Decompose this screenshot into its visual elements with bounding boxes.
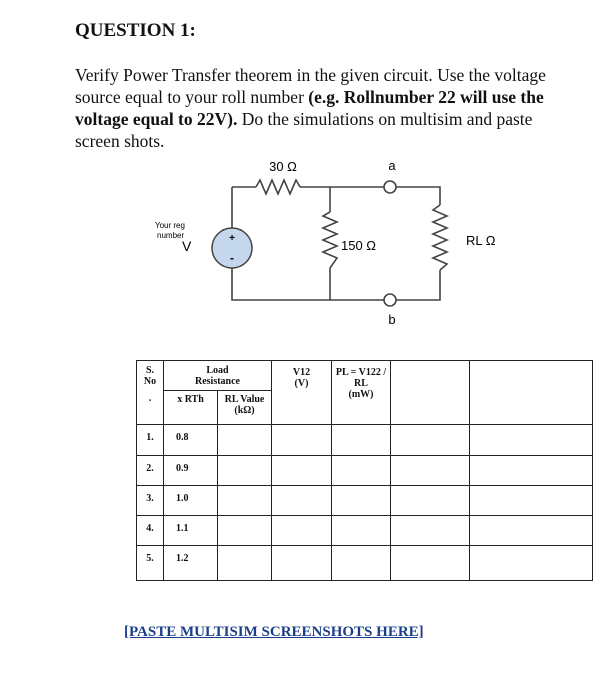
row-sno: 4. [146, 523, 154, 534]
v12-line1: V12 [292, 367, 311, 378]
source-caption-2: number [157, 231, 185, 240]
question-example: (e.g. Rollnumber 22 will use the voltage equal to 22V). [75, 87, 544, 129]
xrth-text: x RTh [177, 394, 204, 405]
sno-line3: . [148, 393, 152, 404]
source-caption-1: Your reg [155, 221, 185, 230]
rl-label: RL Ω [466, 233, 496, 248]
r1-label: 30 Ω [269, 159, 297, 174]
resistor-30 [256, 180, 300, 194]
load-line2: Resistance [195, 376, 240, 387]
resistor-150 [323, 212, 337, 268]
wire-bottom-right [396, 270, 440, 300]
table-row [137, 546, 593, 581]
row-sno: 2. [146, 463, 154, 474]
r2-label: 150 Ω [341, 238, 377, 253]
rl-line2: (kΩ) [234, 405, 255, 416]
row-sno: 1. [146, 432, 154, 443]
row-x: 1.1 [176, 523, 189, 534]
row-sno: 3. [146, 493, 154, 504]
power-line3: (mW) [348, 389, 374, 400]
terminal-a [384, 181, 396, 193]
sno-line1: S. [145, 365, 155, 376]
wire-bottom-left [232, 268, 384, 300]
header-v12 [272, 361, 332, 425]
source-plus: + [229, 233, 235, 244]
header-rl [218, 391, 272, 425]
header-load [164, 361, 272, 391]
paste-screenshots-link[interactable]: [PASTE MULTISIM SCREENSHOTS HERE] [124, 624, 424, 640]
row-x: 0.8 [176, 432, 189, 443]
header-empty-b [470, 361, 593, 425]
rl-line1: RL Value [224, 394, 265, 405]
header-xrth [164, 391, 218, 425]
node-a-label: a [388, 158, 396, 173]
results-table [136, 360, 593, 581]
table-row [137, 456, 593, 486]
header-power [332, 361, 391, 425]
row-x: 1.0 [176, 493, 189, 504]
v12-line2: (V) [294, 378, 309, 389]
question-intro: Verify Power Transfer theorem in the given circuit. Use the voltage source equal to your roll number [75, 65, 546, 107]
row-x: 0.9 [176, 463, 189, 474]
header-sno [137, 361, 164, 425]
sno-line2: No [143, 376, 157, 387]
question-rest: Do the simulations on multisim and paste screen shots. [75, 109, 533, 151]
row-sno: 5. [146, 553, 154, 564]
power-line1: PL = V122 / [335, 367, 387, 378]
source-unit: V [182, 238, 192, 254]
wire-top-right [396, 187, 440, 205]
node-b-label: b [388, 312, 396, 327]
table-row [137, 486, 593, 516]
load-line1: Load [206, 365, 229, 376]
question-title: QUESTION 1: [75, 20, 196, 41]
table-row [137, 516, 593, 546]
row-x: 1.2 [176, 553, 189, 564]
header-empty-a [391, 361, 470, 425]
terminal-b [384, 294, 396, 306]
power-line2: RL [354, 378, 368, 389]
source-minus: - [230, 251, 234, 265]
table-row [137, 425, 593, 456]
resistor-rl [433, 205, 447, 270]
header-row [137, 361, 593, 391]
